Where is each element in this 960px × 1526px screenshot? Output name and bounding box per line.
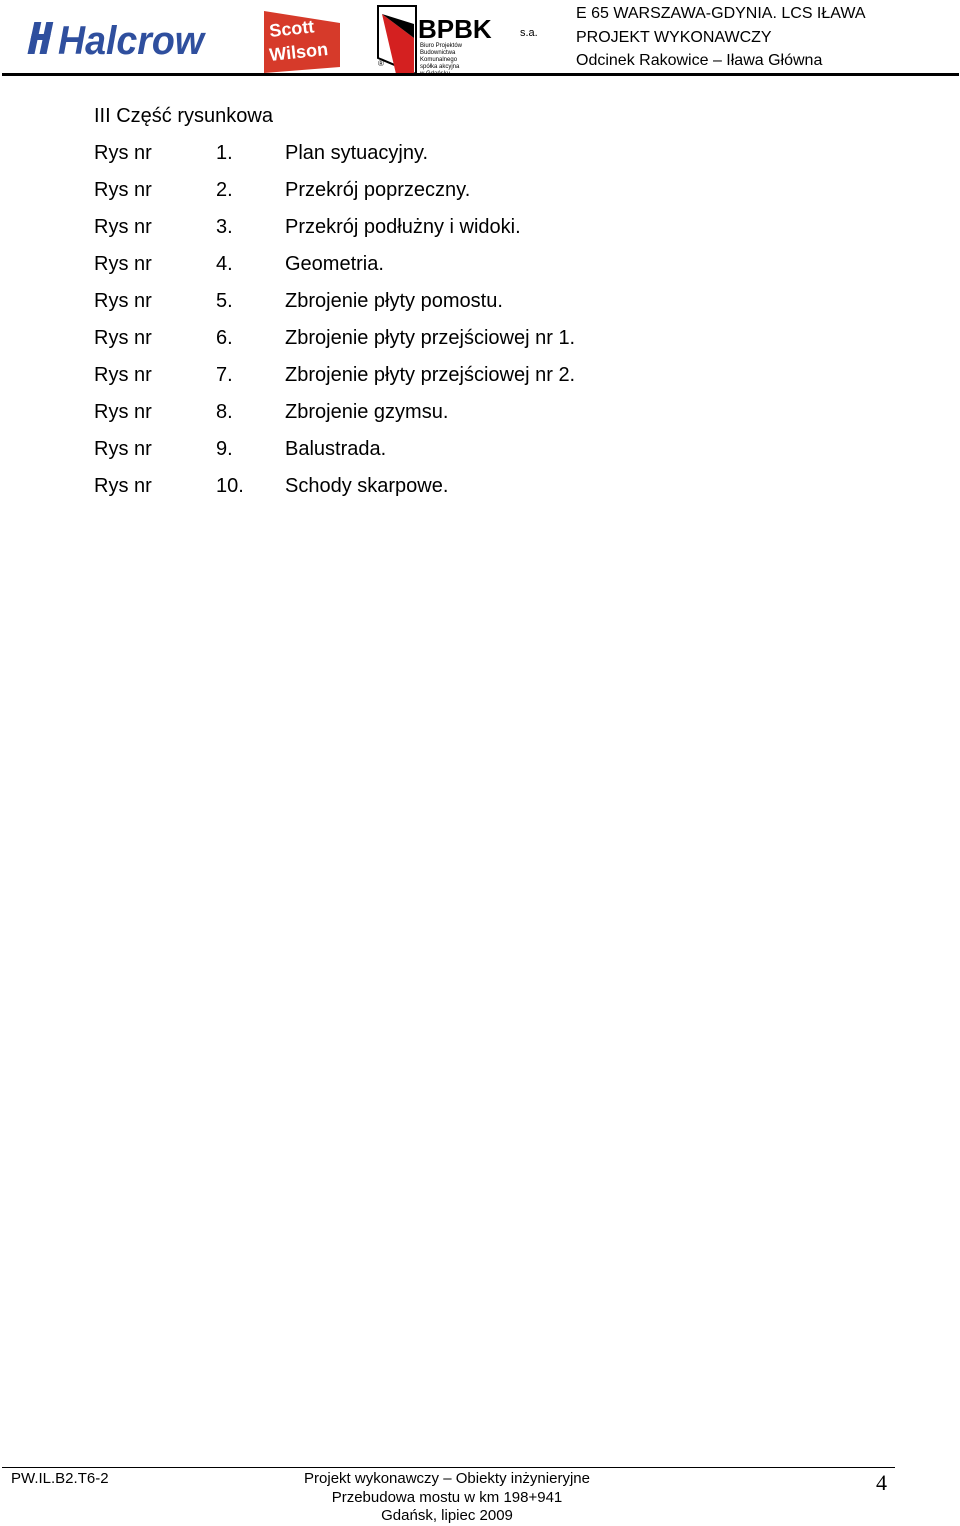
drawing-prefix: Rys nr [94, 179, 152, 201]
drawing-number: 2. [216, 179, 233, 201]
drawing-number: 10. [216, 475, 244, 497]
drawing-row [94, 398, 794, 426]
bpbk-logo-sub-2: Budownictwa [420, 50, 456, 56]
drawing-prefix: Rys nr [94, 438, 152, 460]
drawing-title: Geometria. [285, 253, 384, 275]
drawing-title: Zbrojenie płyty przejściowej nr 1. [285, 327, 576, 349]
scott-wilson-logo-line1: Scott [268, 16, 316, 41]
project-line-3: Odcinek Rakowice – Iława Główna [576, 52, 823, 69]
drawing-prefix: Rys nr [94, 142, 152, 164]
bpbk-logo-sub-3: Komunalnego [420, 57, 458, 63]
section-title: III Część rysunkowa [94, 105, 273, 127]
drawing-number: 9. [216, 438, 233, 460]
drawing-title: Zbrojenie płyty pomostu. [285, 290, 503, 312]
drawing-prefix: Rys nr [94, 364, 152, 386]
bpbk-logo-sub-4: spółka akcyjna [420, 64, 460, 70]
bpbk-logo-text: BPBK [418, 14, 492, 44]
drawing-number: 4. [216, 253, 233, 275]
document-code: PW.IL.B2.T6-2 [11, 1470, 109, 1487]
scott-wilson-logo [262, 7, 342, 75]
bpbk-registered-mark: ® [378, 59, 384, 68]
page-header [0, 0, 960, 78]
project-line-1: E 65 WARSZAWA-GDYNIA. LCS IŁAWA [576, 5, 866, 22]
footer-line-1: Projekt wykonawczy – Obiekty inżynieryjne [304, 1470, 590, 1487]
project-line-2: PROJEKT WYKONAWCZY [576, 28, 772, 46]
drawing-number: 3. [216, 216, 233, 238]
drawing-title: Schody skarpowe. [285, 475, 449, 497]
drawing-prefix: Rys nr [94, 216, 152, 238]
footer-info [292, 1470, 602, 1526]
drawing-number: 7. [216, 364, 233, 386]
drawing-title: Balustrada. [285, 438, 387, 460]
drawing-row [94, 213, 794, 241]
drawing-number: 6. [216, 327, 233, 349]
bpbk-logo-sub-1: Biuro Projektów [420, 43, 463, 49]
page-number: 4 [876, 1470, 887, 1495]
halcrow-logo [22, 14, 208, 62]
drawing-number: 5. [216, 290, 233, 312]
drawing-row [94, 361, 794, 389]
drawing-row [94, 176, 794, 204]
drawing-row [94, 287, 794, 315]
drawing-title: Zbrojenie płyty przejściowej nr 2. [285, 364, 576, 386]
drawing-prefix: Rys nr [94, 290, 152, 312]
drawing-number: 1. [216, 142, 233, 164]
drawing-prefix: Rys nr [94, 475, 152, 497]
footer-divider [2, 1467, 895, 1468]
bpbk-logo-suffix: s.a. [520, 27, 538, 39]
bpbk-logo [376, 4, 541, 76]
drawing-row [94, 472, 794, 500]
halcrow-logo-text: Halcrow [58, 19, 207, 62]
scott-wilson-logo-line2: Wilson [268, 38, 329, 65]
drawing-row [94, 139, 794, 167]
drawing-prefix: Rys nr [94, 327, 152, 349]
drawing-prefix: Rys nr [94, 401, 152, 423]
footer-line-2: Przebudowa mostu w km 198+941 [331, 1488, 563, 1506]
drawing-number: 8. [216, 401, 233, 423]
drawing-title: Plan sytuacyjny. [285, 142, 429, 164]
drawing-list-section [94, 102, 794, 509]
drawing-prefix: Rys nr [94, 253, 152, 275]
header-divider [2, 73, 959, 76]
drawing-title: Przekrój poprzeczny. [285, 179, 471, 201]
project-header [576, 2, 866, 73]
drawing-title: Zbrojenie gzymsu. [285, 401, 449, 423]
drawing-row [94, 250, 794, 278]
drawing-row [94, 324, 794, 352]
drawing-title: Przekrój podłużny i widoki. [285, 216, 521, 238]
drawing-row [94, 435, 794, 463]
footer-line-3: Gdańsk, lipiec 2009 [381, 1507, 513, 1524]
